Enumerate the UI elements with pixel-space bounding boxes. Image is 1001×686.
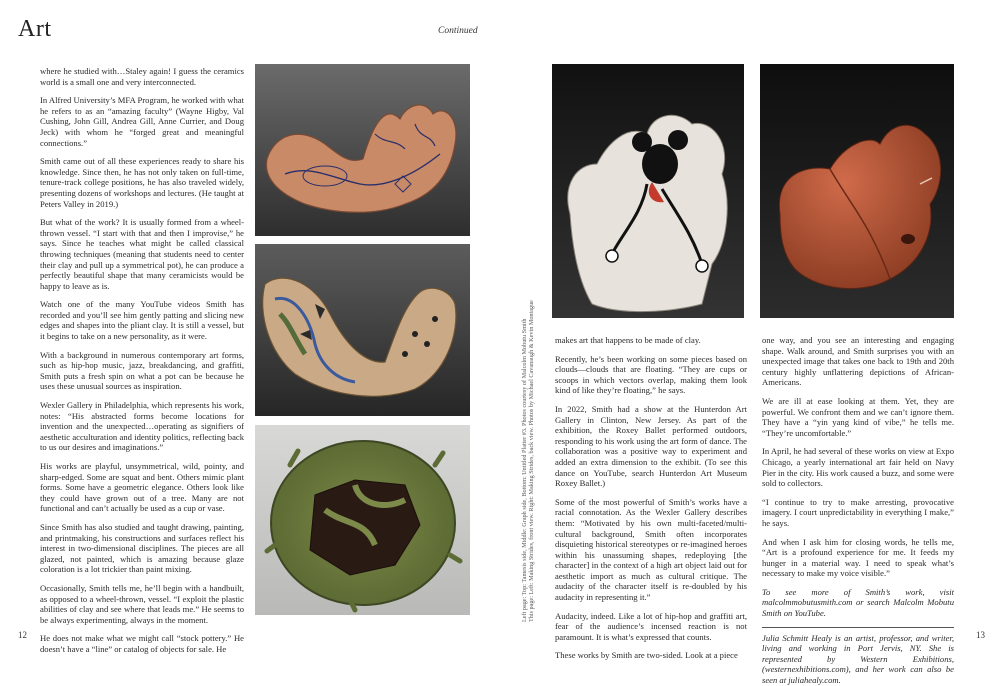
paragraph: In April, he had several of these works on view at Expo Chicago, a yearly international art fair held on Navy Pier in the city. His work caused a buzz, and some were sold to collectors.: [762, 446, 954, 489]
paragraph: But what of the work? It is usually formed from a wheel-thrown vessel. “I start with that and then I improvise,” he says. Since he teaches what might be called classical throwing techniques (meaning that students need to center their clay and pull up a symmetrical pot), he can produce a perfectly beautiful shape that many ceramicists would be happy to leave as is.: [40, 217, 244, 291]
photo-making-strides-back: [760, 64, 954, 318]
page-number-left: 12: [18, 630, 27, 640]
paragraph: These works by Smith are two-sided. Look at a piece: [555, 650, 738, 661]
paragraph: Watch one of the many YouTube videos Smith has recorded and you’ll see him gently patting and slicing new edges and shapes into the pliant clay. It is still a vessel, but it begins to take on a new personality, as it were.: [40, 299, 244, 342]
paragraph: “I continue to try to make arresting, provocative imagery. I court unpredictability in everything I make,” he says.: [762, 496, 954, 528]
paragraph: where he studied with…Staley again! I guess the ceramics world is a small one and very interconnected.: [40, 66, 244, 87]
photo-caption: [521, 300, 536, 622]
paragraph: In 2022, Smith had a show at the Hunterdon Art Gallery in Clinton, New Jersey. As part of the exhibition, the Roxey Ballet performed outdoors, responding to his work using the art form of dance. The collaboration was a positive way to experiment and added an extra dimension to the exhibit. (To see this dance on YouTube, search Hunterdon Art Museum Roxey Ballet.): [555, 403, 747, 489]
photo-making-strides-front: [552, 64, 744, 318]
caption-line-left: Left page: Top: Tamesis side, Middle: Graph side, Bottom: Untitled Platter #3. Photos courtesy of Malcolm Mobutu Smith: [521, 318, 528, 622]
paragraph: Some of the most powerful of Smith’s works have a racial connotation. As the Wexler Gallery describes them: “Motivated by his own multi-faceted/multi-cultural background, Smith often incorporates disquieting historical stereotypes or re-imagined heroes within his unassuming shapes, redeploying [the character] in the context of a high art object laid out for aesthetic import as much as cultural critique. The audacity of the character itself is re-doubled by his audacity in representing it.”: [555, 496, 747, 603]
photo-ceramic-graph: [255, 244, 470, 416]
paragraph: Audacity, indeed. Like a lot of hip-hop and graffiti art, fear of the audience’s incensed reaction is not paramount. It is what’s expressed that counts.: [555, 610, 747, 642]
author-bio: Julia Schmitt Healy is an artist, professor, and writer, living and working in Port Jervis, NY. She is represented by Western Exhibitions, (westernexhibitions.com), and her work can also be seen at juliahealy.com.: [762, 632, 954, 686]
photo-ceramic-tamesis: [255, 64, 470, 236]
paragraph: Smith came out of all these experiences ready to share his knowledge. Since then, he has not only taken on full-time, tenure-track college positions, he has also traveled widely, presenting dozens of workshops and lectures. (He taught at Peters Valley in 2019.): [40, 156, 244, 209]
paragraph: And when I ask him for closing words, he tells me, “Art is a profound experience for me. It feeds my hunger in a material way. I need to speak what’s necessary to make my voice visible.”: [762, 536, 954, 579]
caption-line-right: This page: Left: Making Strides, front view. Right: Making Strides, back view. Photos by Michael Cavanaugh & Kevin Montague: [528, 300, 536, 622]
paragraph: Wexler Gallery in Philadelphia, which represents his work, notes: “His abstracted forms become locations for invention and the unexpected…operating as signifiers of aesthetic acculturation and identity politics, reflecting back to us our desires and imaginations.”: [40, 400, 244, 453]
middle-text-column: [555, 335, 747, 661]
photo-untitled-platter: [255, 425, 470, 615]
left-text-column: [40, 66, 244, 654]
page-number-right: 13: [976, 630, 985, 640]
paragraph: With a background in numerous contemporary art forms, such as hip-hop music, jazz, breakdancing, and graffiti, Smith puts a fresh spin on what a pot can be because he uses these unusual sources as inspiration.: [40, 349, 244, 392]
paragraph: In Alfred University’s MFA Program, he worked with what he refers to as an “amazing faculty” (Wayne Higby, Val Cushing, John Gill, Andrea Gill, Anne Currier, and Doug Jeck) with whom he “forged great and meaningful connections.”: [40, 95, 244, 148]
paragraph: makes art that happens to be made of clay.: [555, 335, 701, 345]
paragraph: We are ill at ease looking at them. Yet, they are powerful. We confront them and we can’t ignore them. They have a “yin yang kind of vibe,” he tells me. “They’re uncomfortable.”: [762, 395, 954, 438]
section-title: Art: [18, 16, 52, 42]
website-note: To see more of Smith’s work, visit malcolmmobutusmith.com or search Malcolm Mobutu Smith on YouTube.: [762, 586, 954, 619]
paragraph: Since Smith has also studied and taught drawing, painting, and printmaking, his constructions and surfaces reflect his interest in two-dimensional disciplines. The pieces are all glazed, not painted, which is amazing because glaze coloration is a lot trickier than paint mixing.: [40, 521, 244, 575]
paragraph: His works are playful, unsymmetrical, wild, pointy, and sharp-edged. Some are squat and bent. Others mimic plant forms. Some have a geometric elegance. Others look like they could have grown out of a tree. Many are not functional and can’t actually be used as a cup or vase.: [40, 461, 244, 514]
paragraph: one way, and you see an interesting and engaging shape. Walk around, and Smith surprises you with an unexpected image that takes one back to 19th and 20th century highly unflattering depictions of African-Americans.: [762, 335, 954, 388]
paragraph: Occasionally, Smith tells me, he’ll begin with a handbuilt, as opposed to a wheel-thrown, vessel. “I exploit the plastic abilities of clay and see where that leads me.” He seems to be always experimenting, always in the moment.: [40, 582, 244, 625]
paragraph: Recently, he’s been working on some pieces based on clouds—clouds that are floating. “They are cups or scoops in which vectors overlap, making them look kind of like they’re floating,” he says.: [555, 353, 747, 396]
continued-label: Continued: [438, 26, 478, 36]
paragraph: He does not make what we might call “stock pottery.” He doesn’t have a “line” or catalog of objects for sale. He: [40, 633, 244, 654]
divider: [762, 627, 954, 628]
right-text-column: [762, 335, 954, 686]
